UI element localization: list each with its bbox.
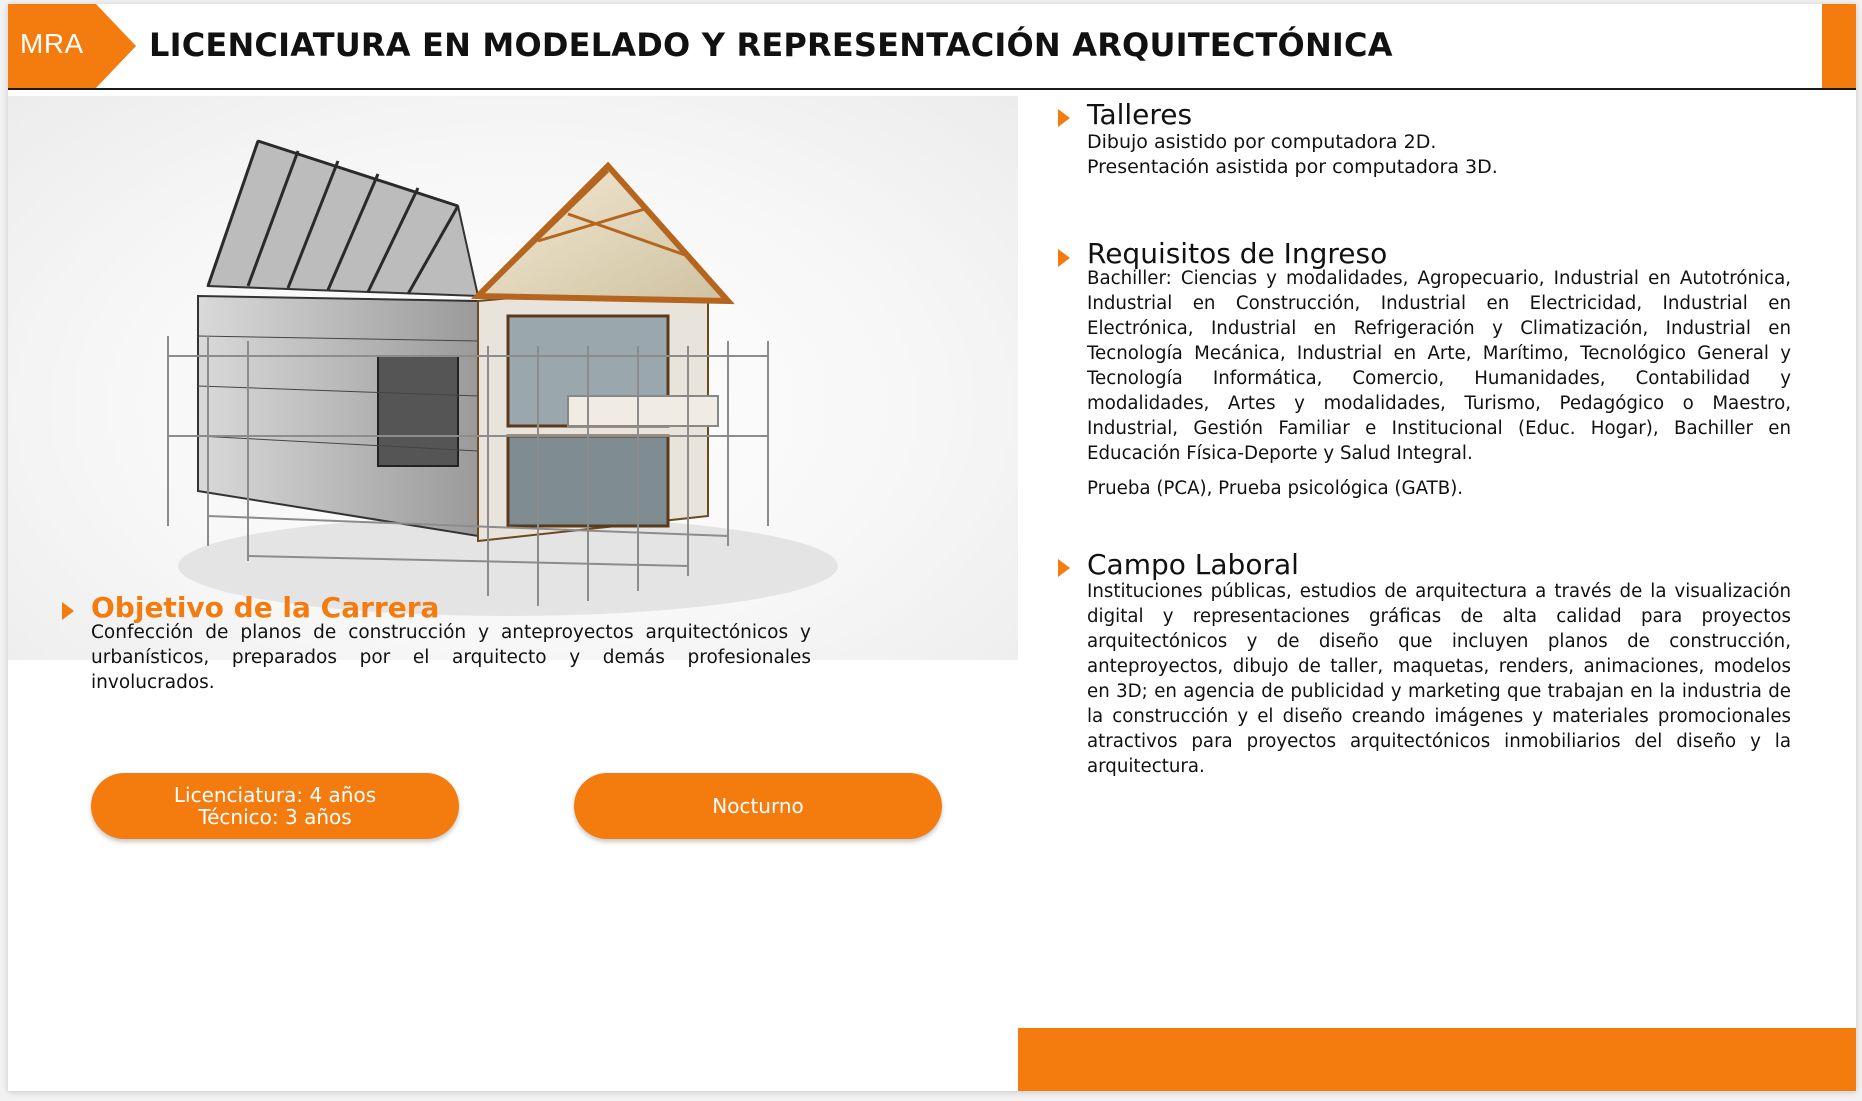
taller-item: Dibujo asistido por computadora 2D.	[1087, 131, 1437, 153]
talleres-arrow-icon	[1058, 109, 1070, 127]
requisitos-text: Bachiller: Ciencias y modalidades, Agropecuario, Industrial en Autotrónica, Industrial en Construcción, Industrial en Electricidad, Industrial en Electrónica, Industrial en Refrigeración y Climatización, Industrial en Tecnología Mecánica, Industrial en Arte, Marítimo, Tecnológico General y Tecnología Informática, Comercio, Humanidades, Contabilidad y modalidades, Artes y modalidades, Turismo, Pedagógico o Maestro, Industrial, Gestión Familiar e Institucional (Educ. Hogar), Bachiller en Educación Física-Deporte y Salud Integral.	[1087, 268, 1791, 464]
house-illustration	[8, 96, 1018, 660]
footer-accent-bar	[1018, 1028, 1856, 1091]
talleres-list	[1087, 130, 1847, 180]
campo-heading: Campo Laboral	[1087, 548, 1299, 581]
page-title: LICENCIATURA EN MODELADO Y REPRESENTACIÓN ARQUITECTÓNICA	[149, 26, 1393, 64]
objective-arrow-icon	[62, 602, 74, 620]
requisitos-tests: Prueba (PCA), Prueba psicológica (GATB).	[1087, 478, 1464, 499]
taller-item: Presentación asistida por computadora 3D.	[1087, 156, 1498, 178]
schedule-label: Nocturno	[712, 794, 804, 818]
requisitos-arrow-icon	[1058, 249, 1070, 267]
objective-heading: Objetivo de la Carrera	[91, 591, 440, 624]
header-accent-bar	[1822, 4, 1856, 88]
program-card	[8, 4, 1856, 1091]
campo-text: Instituciones públicas, estudios de arquitectura a través de la visualización digital y representaciones gráficas de alta calidad para proyectos arquitectónicos y de diseño que incluyen planos de construcción, anteproyectos, dibujo de taller, maquetas, renders, animaciones, modelos en 3D; en agencia de publicidad y marketing que trabajan en la industria de la construcción y el diseño creando imágenes y materiales promocionales atractivos para proyectos arquitectónicos inmobiliarios del diseño y la arquitectura.	[1087, 581, 1791, 777]
objective-text: Confección de planos de construcción y anteproyectos arquitectónicos y urbanísticos, preparados por el arquitecto y demás profesionales involucrados.	[91, 622, 811, 693]
schedule-button[interactable]	[574, 773, 942, 839]
header-bar	[8, 4, 1856, 90]
duration-button[interactable]	[91, 773, 459, 839]
campo-arrow-icon	[1058, 559, 1070, 577]
duration-tecnico-label: Técnico: 3 años	[198, 805, 352, 829]
program-code: MRA	[20, 28, 84, 59]
talleres-heading: Talleres	[1087, 98, 1193, 131]
duration-licenciatura-label: Licenciatura: 4 años	[173, 783, 377, 807]
requisitos-heading: Requisitos de Ingreso	[1087, 237, 1388, 270]
program-code-badge	[8, 4, 136, 88]
